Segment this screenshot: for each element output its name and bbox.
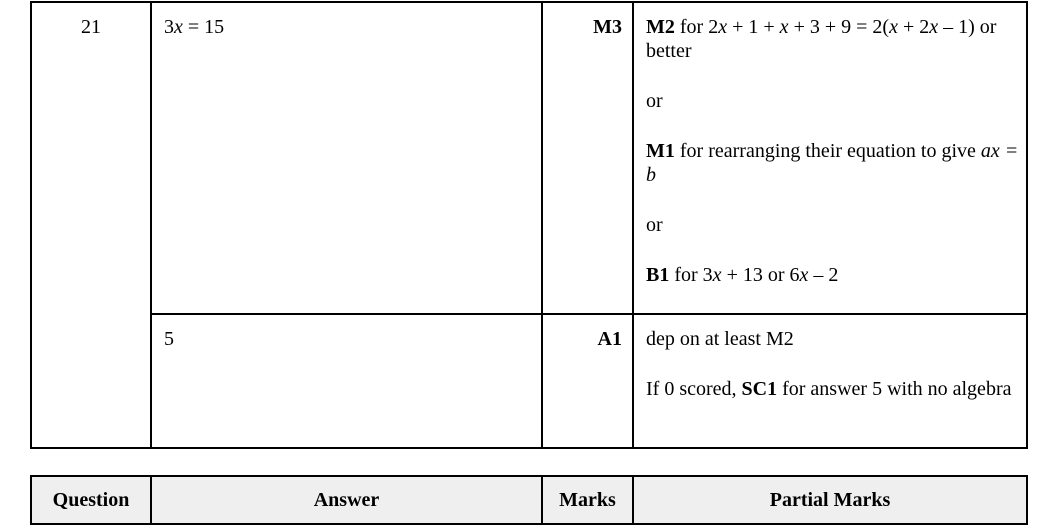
answer-cell: 5 (151, 314, 542, 448)
m1-code: M1 (646, 140, 675, 162)
or-separator: or (646, 214, 663, 236)
marks-cell: A1 (542, 314, 633, 448)
m2-note: M2 for 2x + 1 + x + 3 + 9 = 2(x + 2x – 1) or better (646, 16, 997, 62)
header-row (31, 476, 1027, 524)
answer-variable: x (174, 16, 183, 38)
special-case-note: If 0 scored, SC1 for answer 5 with no algebra (646, 378, 1012, 400)
header-partial-marks: Partial Marks (633, 476, 1027, 524)
b1-code: B1 (646, 264, 670, 286)
column-header-table (30, 475, 1028, 525)
dependency-note: dep on at least M2 (646, 328, 794, 350)
m2-code: M2 (646, 16, 675, 38)
table-row (31, 314, 1027, 448)
question-number: 21 (31, 2, 151, 448)
table-row (31, 2, 1027, 314)
partial-marks-cell (633, 314, 1027, 448)
mark-scheme-table (30, 1, 1028, 449)
answer-coefficient: 3 (164, 16, 174, 38)
answer-rest: = 15 (182, 16, 225, 38)
header-question: Question (31, 476, 151, 524)
marks-cell: M3 (542, 2, 633, 314)
b1-note: B1 for 3x + 13 or 6x – 2 (646, 264, 839, 286)
or-separator: or (646, 90, 663, 112)
partial-marks-cell (633, 2, 1027, 314)
answer-cell (151, 2, 542, 314)
sc1-code: SC1 (741, 378, 778, 400)
header-answer: Answer (151, 476, 542, 524)
header-marks: Marks (542, 476, 633, 524)
m1-note: M1 for rearranging their equation to give ax = b (646, 140, 1019, 186)
